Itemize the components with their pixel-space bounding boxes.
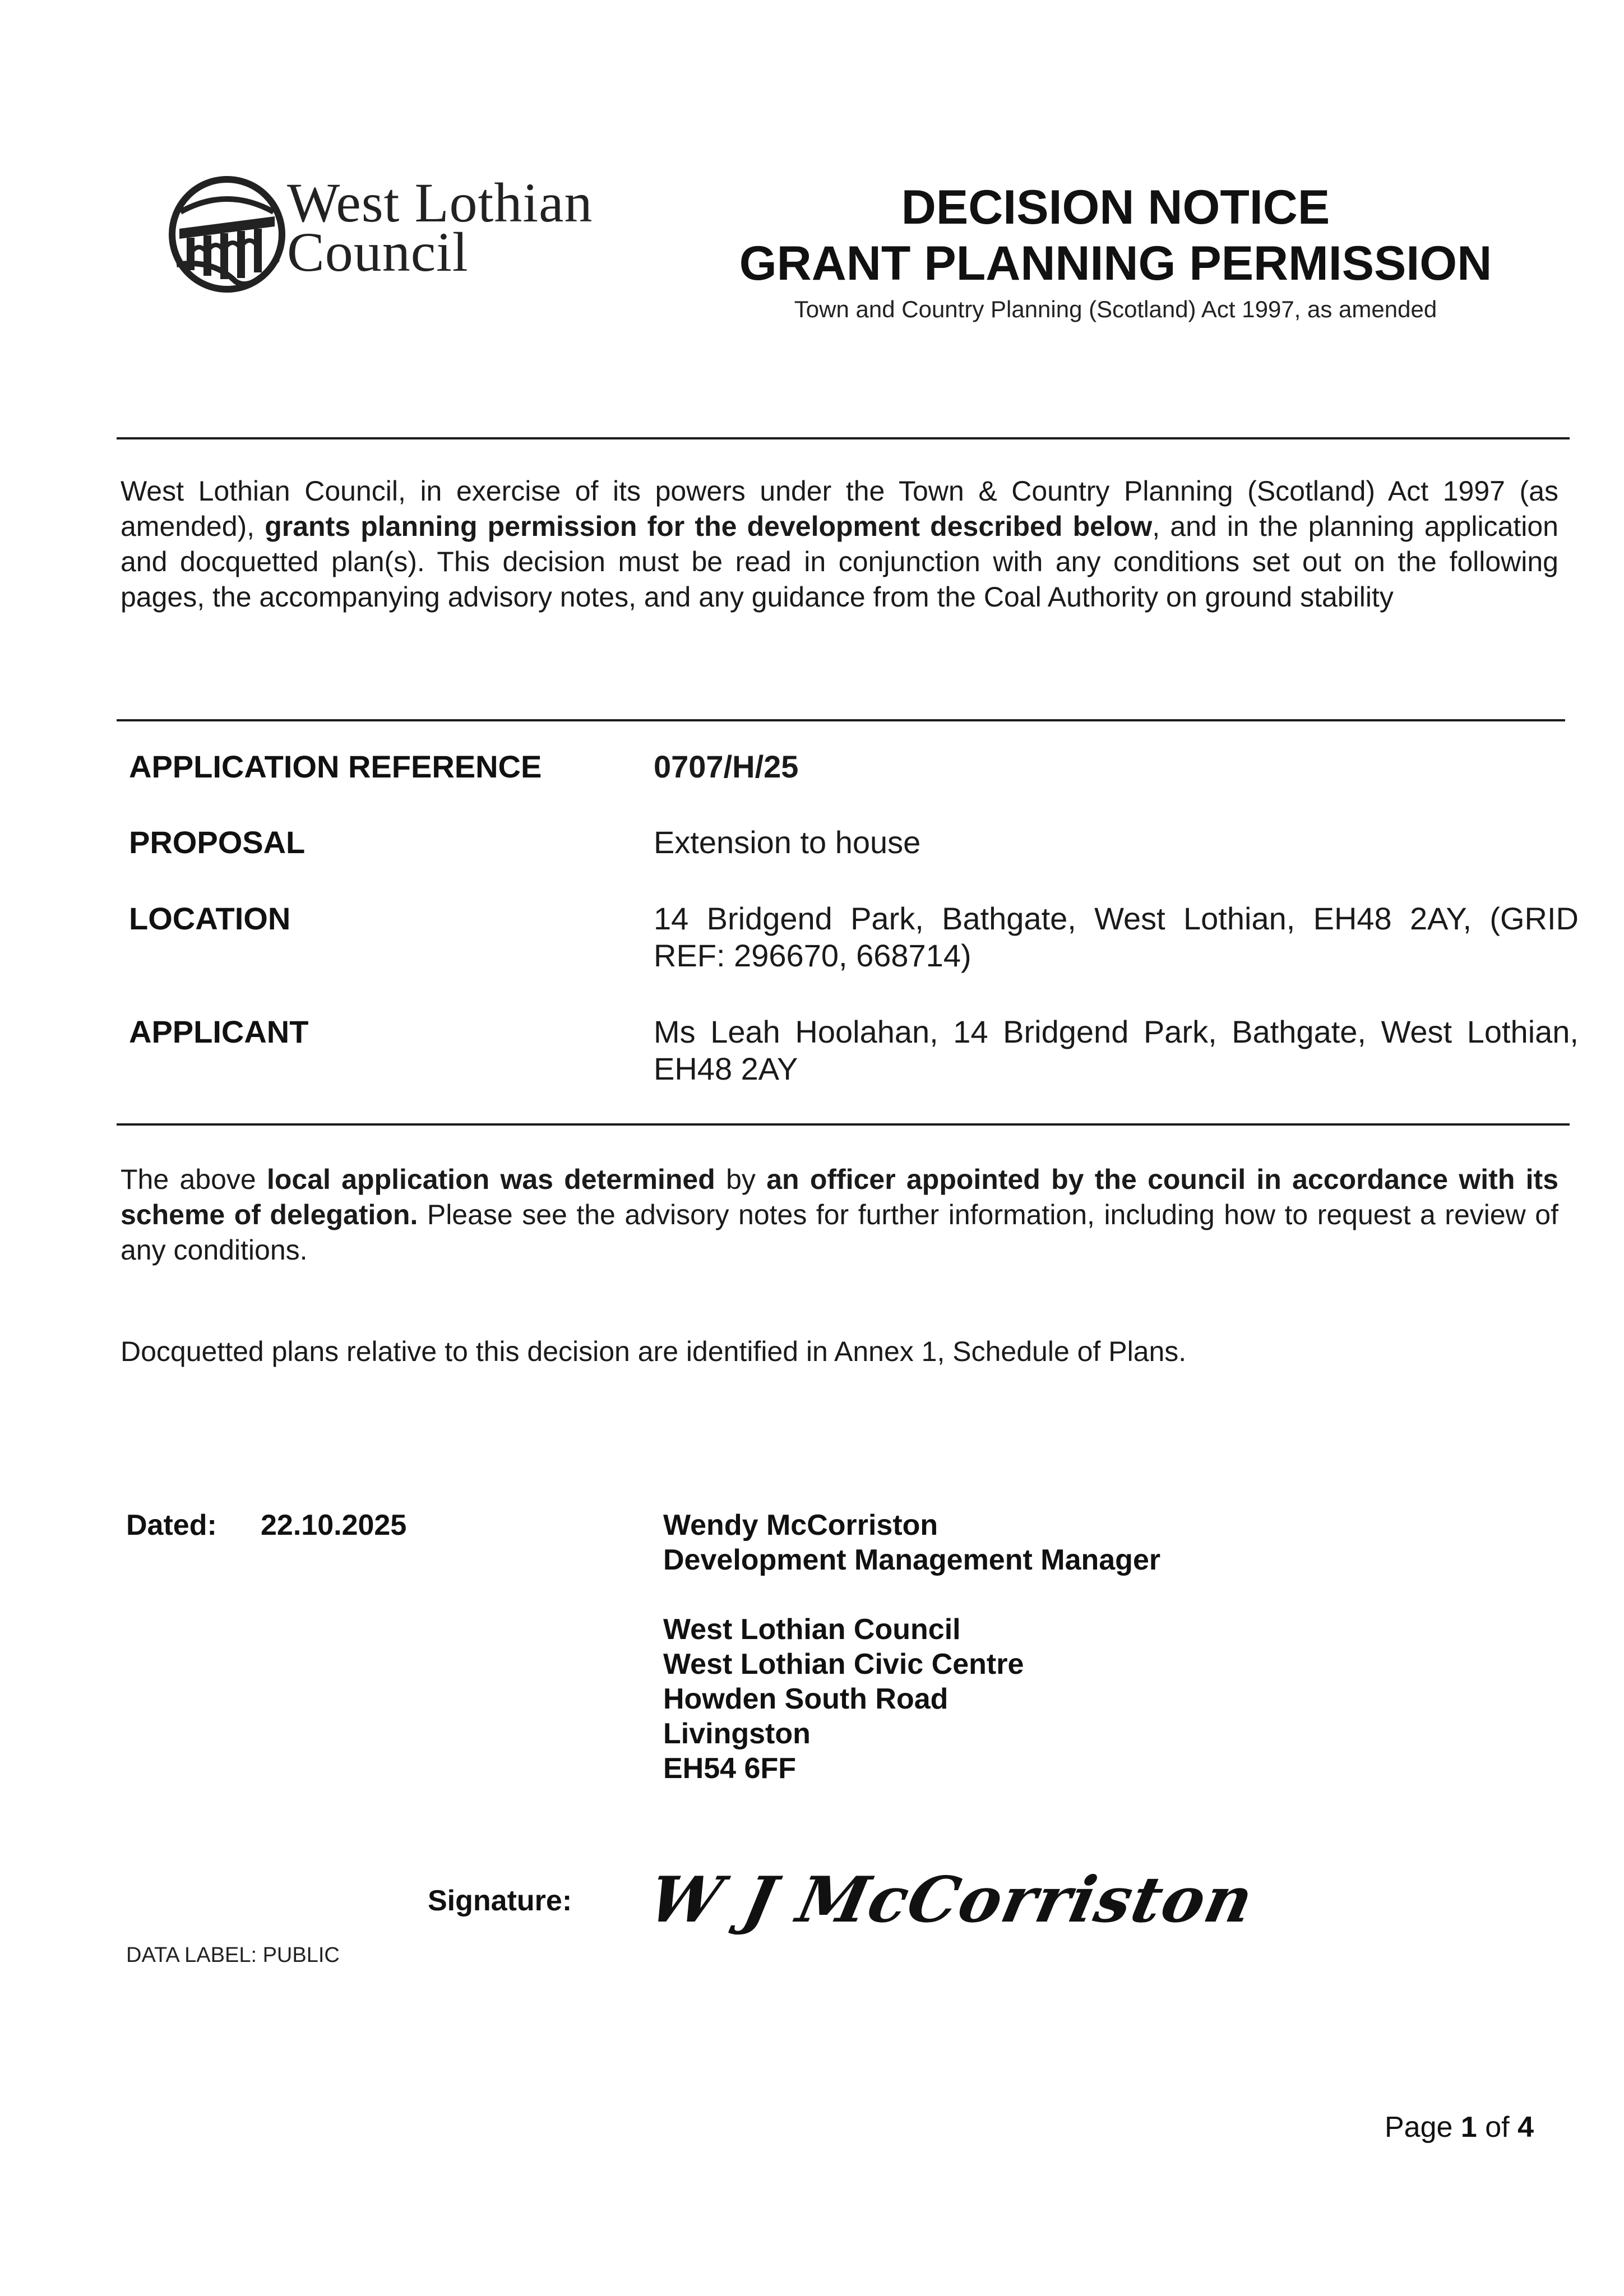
council-logo [168,172,622,304]
page-current: 1 [1460,2111,1477,2144]
det-text-2: by [715,1164,767,1195]
address-line: West Lothian Civic Centre [663,1648,1024,1681]
det-bold-1: local application was determined [267,1164,715,1195]
title-grant-permission: GRANT PLANNING PERMISSION [739,237,1492,290]
address-line: EH54 6FF [663,1752,796,1785]
plans-note: Docquetted plans relative to this decision are identified in Annex 1, Schedule of Plans. [121,1336,1187,1367]
divider-top [117,437,1570,439]
det-bold-2: an officer appointed by the council in accordance with its scheme of delegation. [121,1164,1559,1230]
value-proposal: Extension to house [654,825,921,860]
page-prefix: Page [1385,2111,1461,2144]
label-location: LOCATION [129,901,291,936]
value-location: 14 Bridgend Park, Bathgate, West Lothian, EH48 2AY, (GRID REF: 296670, 668714) [654,901,1579,973]
divider-details-bottom [117,1123,1570,1126]
label-applicant: APPLICANT [129,1014,309,1049]
handwritten-signature: W J McCorriston [642,1863,1261,1937]
det-text-3: Please see the advisory notes for further information, including how to request a review of any conditions. [121,1199,1558,1266]
logo-line-1: West Lothian [287,172,593,234]
intro-bold: grants planning permission for the development described below [265,511,1153,542]
det-text-1: The above [121,1164,267,1195]
address-line: Howden South Road [663,1683,949,1715]
page-total: 4 [1517,2111,1534,2144]
signature-label: Signature: [428,1885,572,1917]
title-decision-notice: DECISION NOTICE [901,180,1330,234]
address-line: Livingston [663,1718,811,1750]
divider-details-top [117,719,1565,721]
officer-role: Development Management Manager [663,1544,1161,1576]
act-subtitle: Town and Country Planning (Scotland) Act 1997, as amended [794,296,1437,322]
logo-line-2: Council [287,221,469,283]
page-number [1385,2110,1534,2144]
value-applicant: Ms Leah Hoolahan, 14 Bridgend Park, Bathgate, West Lothian, EH48 2AY [654,1014,1579,1086]
page-of: of [1477,2111,1518,2144]
officer-name: Wendy McCorriston [663,1509,938,1542]
viaduct-emblem-icon [168,175,286,294]
label-proposal: PROPOSAL [129,825,306,860]
address-line: West Lothian Council [663,1613,961,1646]
officer-block [663,1508,1160,1786]
dated-value: 22.10.2025 [261,1509,407,1542]
intro-text-2: , and in the planning application and docquetted plan(s). This decision must be read in conjunction with any conditions set out on the following pages, the accompanying advisory notes, and any guidance from the Coal Authority on ground stability [121,511,1558,613]
determination-paragraph [121,1162,1558,1268]
intro-text-1: West Lothian Council, in exercise of its powers under the Town & Country Planning (Scotland) Act 1997 (as amended), [121,475,1558,542]
title-block [690,179,1542,325]
label-application-reference: APPLICATION REFERENCE [129,749,542,784]
dated-label: Dated: [126,1509,217,1542]
logo-wordmark [287,172,593,283]
value-application-reference: 0707/H/25 [654,749,799,784]
data-label: DATA LABEL: PUBLIC [126,1943,340,1967]
intro-paragraph [121,474,1558,615]
